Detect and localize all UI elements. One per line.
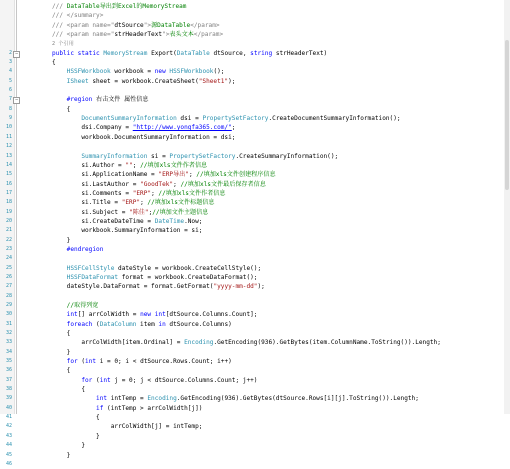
code-token: dtSource	[114, 21, 144, 29]
line-number: 18	[5, 199, 12, 206]
code-token: [] arrColWidth =	[77, 311, 141, 319]
line-number: 15	[5, 171, 12, 178]
code-line[interactable]	[0, 77, 504, 86]
code-line[interactable]	[0, 357, 504, 366]
code-line[interactable]	[0, 329, 504, 338]
code-line[interactable]	[0, 58, 504, 67]
code-text	[52, 133, 235, 142]
line-number: 44	[5, 442, 12, 449]
code-token: arrColWidth[j] = intTemp;	[52, 423, 203, 431]
code-text	[52, 67, 224, 76]
code-text	[52, 21, 220, 30]
code-text	[52, 170, 276, 179]
code-token: 源DataTable	[151, 21, 191, 29]
line-number: 13	[5, 152, 12, 159]
code-line[interactable]	[0, 95, 504, 104]
code-line[interactable]	[0, 422, 504, 431]
code-line[interactable]	[0, 152, 504, 161]
code-token: sheet = workbook.CreateSheet(	[88, 77, 199, 85]
code-token: //填加xls文件作者信息	[140, 161, 208, 169]
code-token: i = 0; i < dtSource.Rows.Count; i++)	[96, 358, 232, 366]
code-text	[52, 338, 441, 347]
code-token: strHeaderText)	[272, 49, 328, 57]
line-number: 25	[5, 264, 12, 271]
code-token: HSSFWorkbook	[52, 68, 111, 76]
code-text	[52, 77, 235, 86]
code-token: }	[52, 432, 100, 440]
code-token: //填加xls文件创建程序信息	[196, 171, 276, 179]
code-token: j = 0; j < dtSource.Columns.Count; j++)	[110, 376, 258, 384]
code-token: </param>	[193, 31, 224, 39]
code-line[interactable]	[0, 301, 504, 310]
code-token: si.Subject =	[52, 208, 130, 216]
code-line[interactable]	[0, 105, 504, 114]
code-line[interactable]	[0, 11, 504, 20]
code-line[interactable]	[0, 292, 504, 301]
code-text	[52, 329, 70, 338]
code-line[interactable]	[0, 2, 504, 11]
code-token: strHeaderText	[114, 31, 163, 39]
code-text	[52, 404, 202, 413]
line-number: 38	[5, 386, 12, 393]
code-text	[52, 11, 103, 20]
code-token: foreach	[52, 320, 93, 328]
code-text	[52, 282, 265, 291]
code-token: /// <param name="	[52, 21, 115, 29]
line-number: 33	[5, 339, 12, 346]
code-token: {	[52, 386, 86, 394]
code-token: new	[154, 68, 170, 76]
code-token: 右击文件 属性信息	[92, 96, 149, 104]
code-text	[52, 432, 100, 441]
code-token: in	[158, 320, 166, 328]
line-number: 42	[5, 423, 12, 430]
code-token: }	[52, 442, 86, 450]
code-token: );	[228, 77, 236, 85]
code-text	[52, 394, 419, 403]
vertical-scrollbar[interactable]	[504, 0, 510, 414]
code-line[interactable]	[0, 404, 504, 413]
code-token: (intTemp > arrColWidth[j])	[103, 404, 203, 412]
line-number: 37	[5, 376, 12, 383]
scrollbar-thumb[interactable]	[505, 40, 509, 190]
code-token: ;	[231, 124, 236, 132]
code-token: //填加xls文件标题信息	[147, 199, 215, 207]
line-number: 43	[5, 432, 12, 439]
line-number: 34	[5, 348, 12, 355]
code-token: int	[99, 376, 111, 384]
line-number: 4	[8, 68, 12, 75]
code-token: .Now;	[184, 217, 203, 225]
code-token: MemoryStream	[103, 49, 148, 57]
code-line[interactable]	[0, 49, 504, 58]
code-token: {	[52, 414, 100, 422]
code-text	[52, 245, 103, 254]
code-token: if	[52, 404, 104, 412]
code-token: "GoodTek"	[140, 180, 174, 188]
code-text	[52, 208, 208, 217]
code-token: "ERP导出"	[158, 171, 189, 179]
code-line[interactable]	[0, 282, 504, 291]
code-line[interactable]	[0, 236, 504, 245]
code-token: "陈佳"	[129, 208, 149, 216]
code-text	[52, 114, 401, 123]
code-text	[52, 161, 207, 170]
code-token: dateStyle.DataFormat = format.GetFormat(	[52, 283, 214, 291]
line-number: 5	[8, 77, 12, 84]
code-text	[52, 152, 338, 161]
line-number: 26	[5, 273, 12, 280]
code-token: HSSFDataFormat	[52, 273, 119, 281]
line-number: 8	[8, 105, 12, 112]
code-text	[52, 366, 70, 375]
code-token: #endregion	[52, 245, 104, 253]
line-number: 39	[5, 395, 12, 402]
code-text	[52, 376, 257, 385]
code-line[interactable]	[0, 348, 504, 357]
line-number: 41	[5, 414, 12, 421]
collapse-toggle-icon[interactable]: −	[14, 97, 18, 104]
code-text	[52, 226, 202, 235]
line-number: 28	[5, 292, 12, 299]
code-text	[52, 385, 85, 394]
code-token: DataTable导出到Excel的MemoryStream	[66, 3, 187, 10]
code-token: 表头文本	[169, 31, 194, 39]
code-token: //填加文件主题信息	[152, 208, 209, 216]
code-token: si.LastAuthor =	[52, 180, 141, 188]
code-token: si =	[147, 152, 170, 160]
code-token: si.Comments =	[52, 189, 133, 197]
code-text	[52, 441, 85, 450]
code-token: (	[92, 320, 100, 328]
line-number: 20	[5, 217, 12, 224]
code-line[interactable]	[0, 198, 504, 207]
code-token: PropertySetFactory	[169, 152, 236, 160]
code-token: HSSFWorkbook	[169, 68, 214, 76]
code-line[interactable]	[0, 310, 504, 319]
line-number: 32	[5, 330, 12, 337]
line-number: 24	[5, 255, 12, 262]
code-token: int	[52, 311, 78, 319]
code-token: (	[77, 358, 86, 366]
line-number: 40	[5, 404, 12, 411]
code-token: PropertySetFactory	[202, 115, 269, 123]
code-token: //取得列宽	[52, 302, 99, 309]
line-number: 9	[8, 115, 12, 122]
code-line[interactable]	[0, 86, 504, 95]
line-number: 7	[8, 96, 12, 103]
code-token: DataColumn	[99, 320, 137, 328]
code-line[interactable]	[0, 142, 504, 151]
code-token: si.Title =	[52, 199, 122, 207]
code-token: dsi =	[176, 115, 203, 123]
code-text	[52, 95, 148, 104]
line-number: 14	[5, 161, 12, 168]
code-token: int	[85, 358, 97, 366]
code-token: SummaryInformation	[52, 152, 148, 160]
code-text	[52, 273, 257, 282]
code-token: for	[52, 376, 93, 384]
code-token: 2 个引用	[52, 41, 74, 48]
collapse-toggle-icon[interactable]: −	[14, 50, 18, 57]
code-text	[52, 413, 100, 422]
code-text	[52, 2, 186, 11]
code-token: intTemp =	[107, 395, 148, 403]
code-line[interactable]	[0, 366, 504, 375]
code-text	[52, 320, 232, 329]
code-text	[52, 301, 98, 310]
code-token: }	[52, 348, 71, 356]
code-line[interactable]	[0, 39, 504, 48]
code-line[interactable]	[0, 451, 504, 460]
code-token: for	[52, 358, 78, 366]
code-line[interactable]	[0, 460, 504, 469]
line-number: 17	[5, 189, 12, 196]
code-token: dsi.Company =	[52, 124, 133, 132]
code-line[interactable]	[0, 123, 504, 132]
code-token: ;	[148, 208, 153, 216]
code-token: Export(	[147, 49, 177, 57]
code-token: dateStyle = workbook.CreateCellStyle();	[114, 264, 262, 272]
code-token: .GetEncoding(936).GetBytes(dtSource.Rows[i][j].ToString()).Length;	[176, 395, 419, 403]
code-line[interactable]	[0, 385, 504, 394]
code-line[interactable]	[0, 394, 504, 403]
line-number: 45	[5, 451, 12, 458]
code-token: item	[136, 320, 159, 328]
code-text	[52, 189, 226, 198]
line-number: 30	[5, 311, 12, 318]
code-text	[52, 451, 70, 460]
code-token: [dtSource.Columns.Count];	[165, 311, 258, 319]
code-text	[52, 310, 257, 319]
code-token: (	[92, 376, 100, 384]
line-number: 12	[5, 143, 12, 150]
code-token: int	[52, 395, 108, 403]
line-number: 11	[5, 133, 12, 140]
code-line[interactable]	[0, 245, 504, 254]
code-token: DataTable	[176, 49, 210, 57]
line-number: 6	[8, 87, 12, 94]
code-token: dtSource,	[209, 49, 251, 57]
line-number: 21	[5, 227, 12, 234]
code-text	[52, 348, 70, 357]
code-token: ">	[143, 21, 152, 29]
code-token: format = workbook.CreateDataFormat();	[118, 273, 258, 281]
line-number: 2	[8, 49, 12, 56]
code-line[interactable]	[0, 217, 504, 226]
code-token: ///	[52, 3, 67, 10]
line-number: 35	[5, 358, 12, 365]
code-line[interactable]	[0, 320, 504, 329]
code-token: workbook.DocumentSummaryInformation = dsi;	[52, 133, 236, 141]
code-line[interactable]	[0, 338, 504, 347]
code-text	[52, 264, 261, 273]
code-token: );	[257, 283, 265, 291]
code-token: new int	[140, 311, 166, 319]
code-area[interactable]	[0, 2, 504, 469]
code-token: arrColWidth[item.Ordinal] =	[52, 339, 185, 347]
code-token: DateTime	[154, 217, 185, 225]
code-text	[52, 357, 232, 366]
code-token: //填加xls文件作者信息	[158, 189, 226, 197]
code-token: {	[52, 105, 71, 113]
line-number: 23	[5, 245, 12, 252]
code-token: ;	[132, 161, 141, 169]
code-token: ""	[125, 161, 133, 169]
code-token: .CreateSummaryInformation();	[235, 152, 339, 160]
code-token: si.Author =	[52, 161, 126, 169]
code-line[interactable]	[0, 21, 504, 30]
code-line[interactable]	[0, 30, 504, 39]
code-token: {	[52, 330, 71, 338]
line-number: 29	[5, 302, 12, 308]
code-line[interactable]	[0, 133, 504, 142]
code-line[interactable]	[0, 114, 504, 123]
code-line[interactable]	[0, 376, 504, 385]
code-text	[52, 58, 56, 67]
code-token: "Sheet1"	[198, 77, 229, 85]
code-line[interactable]	[0, 264, 504, 273]
line-number: 22	[5, 236, 12, 243]
code-line[interactable]	[0, 189, 504, 198]
code-token: "ERP"	[132, 189, 152, 197]
code-line[interactable]	[0, 161, 504, 170]
code-token: ;	[188, 171, 197, 179]
code-token: Encoding	[147, 395, 177, 403]
line-number: 46	[5, 460, 12, 467]
code-token: ;	[151, 189, 159, 197]
line-number: 19	[5, 208, 12, 215]
line-number: 27	[5, 283, 12, 290]
line-number: 31	[5, 320, 12, 327]
code-token: ();	[213, 68, 225, 76]
code-line[interactable]	[0, 208, 504, 217]
code-token: workbook =	[110, 68, 155, 76]
line-number: 3	[8, 59, 12, 66]
line-number: 10	[5, 124, 12, 131]
code-token: .GetEncoding(936).GetBytes(item.ColumnName.ToString()).Length;	[213, 339, 441, 347]
code-text	[52, 236, 70, 245]
code-token: //填加xls文件最后保存者信息	[180, 180, 266, 188]
code-token: si.CreateDateTime =	[52, 217, 155, 225]
code-token: }	[52, 236, 71, 244]
code-token: dtSource.Columns)	[165, 320, 232, 328]
code-token: </param>	[190, 21, 220, 29]
code-token: "http://www.yongfa365.com/"	[132, 124, 232, 132]
code-text	[52, 105, 70, 114]
code-token: {	[52, 367, 71, 375]
code-line[interactable]	[0, 226, 504, 235]
code-text	[52, 422, 202, 431]
code-line[interactable]	[0, 441, 504, 450]
code-text	[52, 49, 327, 58]
code-token: ;	[173, 180, 181, 188]
code-token: HSSFCellStyle	[52, 264, 115, 272]
code-token: public static	[52, 49, 104, 57]
code-token: "ERP"	[121, 199, 141, 207]
code-text	[52, 198, 215, 207]
code-line[interactable]	[0, 180, 504, 189]
code-text	[52, 217, 202, 226]
code-token: /// <param name="	[52, 31, 115, 39]
code-text	[52, 180, 266, 189]
code-line[interactable]	[0, 67, 504, 76]
code-token: ;	[140, 199, 148, 207]
line-number: 36	[5, 367, 12, 374]
code-token: ISheet	[52, 77, 89, 85]
code-text	[52, 30, 223, 39]
code-token: /// </summary>	[52, 12, 104, 20]
code-text	[52, 123, 235, 132]
code-token: ">	[162, 31, 170, 39]
code-token: "yyyy-mm-dd"	[213, 283, 258, 291]
code-token: .CreateDocumentSummaryInformation();	[268, 115, 401, 123]
code-line[interactable]	[0, 413, 504, 422]
code-line[interactable]	[0, 170, 504, 179]
code-token: si.ApplicationName =	[52, 171, 159, 179]
code-token: #region	[52, 96, 93, 104]
line-number: 16	[5, 180, 12, 187]
code-token: workbook.SummaryInformation = si;	[52, 227, 203, 235]
code-token: Encoding	[184, 339, 214, 347]
code-line[interactable]	[0, 254, 504, 263]
code-line[interactable]	[0, 432, 504, 441]
code-token: DocumentSummaryInformation	[52, 115, 177, 123]
code-token: string	[250, 49, 273, 57]
code-token: }	[52, 451, 71, 459]
code-token: {	[52, 59, 56, 67]
code-line[interactable]	[0, 273, 504, 282]
